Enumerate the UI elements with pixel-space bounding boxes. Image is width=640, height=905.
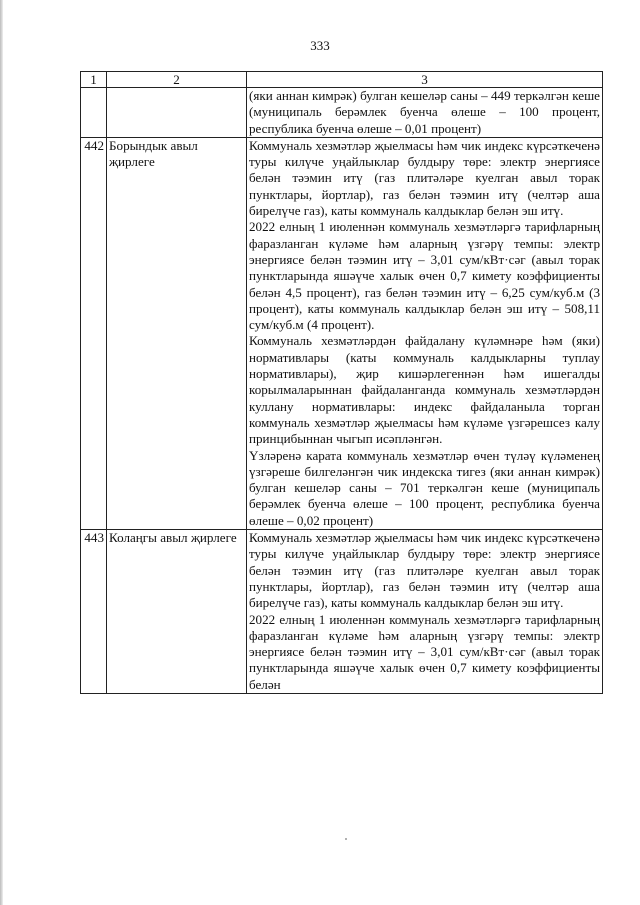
paragraph: Коммуналь хезмәтләр җыелмасы һәм чик индекс күрсәткеченә туры килүче уңайлыклар булдыру төре: электр энергиясе белән тәэмин итү (газ плитәләре куелган авыл торак пунктлары, йортлар), газ белән тәэмин итү (челтәр аша бирелүче газ), каты коммуналь калдыклар белән эш итү. [249, 137, 600, 219]
settlement-name: Колаңгы авыл җирлеге [107, 530, 247, 694]
paragraph: Коммуналь хезмәтләрдән файдалану күләмнәре һәм (яки) нормативлары (каты коммуналь калдыкларны туплау нормативлары), җир кишәрлегеннән һәм ишегалды корылмаларыннан файдаланганда коммуналь хезмәтләрдән куллану нормативлары: индекс файдаланыла торган коммуналь хезмәтләр җыелмасы һәм күләме үзгәрешсез калу принцибыннан чыгып исәпләнгән. [249, 333, 600, 447]
row-description [247, 530, 603, 694]
scan-speck [345, 838, 347, 840]
header-col-3: 3 [247, 72, 603, 88]
paragraph: 2022 елның 1 июленнән коммуналь хезмәтләргә тарифларның фаразланган күләме һәм аларның үзгәрү темпы: электр энергиясе белән тәэмин итү – 3,01 сум/кВт·сәг (авыл торак пунктларында яшәүче халык өчен 0,7 кимету коэффициенты белән 4,5 процент), газ белән тәэмин итү – 6,25 сум/куб.м (3 процент), каты коммуналь калдыклар белән эш итү – 508,11 сум/куб.м (4 процент). [249, 219, 600, 333]
row-number [81, 88, 107, 138]
table-row [81, 530, 603, 694]
row-number: 442 [81, 137, 107, 529]
row-number: 443 [81, 530, 107, 694]
header-col-1: 1 [81, 72, 107, 88]
table-row [81, 88, 603, 138]
header-row [81, 72, 603, 88]
row-description [247, 88, 603, 138]
settlement-name: Борындык авыл җирлеге [107, 137, 247, 529]
paragraph: Коммуналь хезмәтләр җыелмасы һәм чик индекс күрсәткеченә туры килүче уңайлыклар булдыру төре: электр энергиясе белән тәэмин итү (газ плитәләре куелган авыл торак пунктлары, йортлар), газ белән тәэмин итү (челтәр аша бирелүче газ), каты коммуналь калдыклар белән эш итү. [249, 530, 600, 611]
scan-margin-shadow [0, 0, 3, 905]
paragraph: Үзләренә карата коммуналь хезмәтләр өчен түләү күләменең үзгәреше билгеләнгән чик индекска тигез (яки аннан кимрәк) булган кешеләр саны – 701 теркәлгән кеше (муниципаль берәмлек буенча өлеше – 100 процент, республика буенча өлеше – 0,02 процент) [249, 447, 600, 528]
page-number: 333 [310, 38, 330, 53]
settlement-name [107, 88, 247, 138]
paragraph: 2022 елның 1 июленнән коммуналь хезмәтләргә тарифларның фаразланган күләме һәм аларның үзгәрү темпы: электр энергиясе белән тәэмин итү – 3,01 сум/кВт·сәг (авыл торак пунктларында яшәүче халык өчен 0,7 кимету коэффициенты белән [249, 611, 600, 692]
document-table [80, 71, 603, 694]
header-col-2: 2 [107, 72, 247, 88]
paragraph: (яки аннан кимрәк) булган кешеләр саны – 449 теркәлгән кеше (муниципаль берәмлек буенча өлеше – 100 процент, республика буенча өлеше – 0,01 процент) [249, 88, 600, 136]
row-description [247, 137, 603, 529]
table-row [81, 137, 603, 529]
